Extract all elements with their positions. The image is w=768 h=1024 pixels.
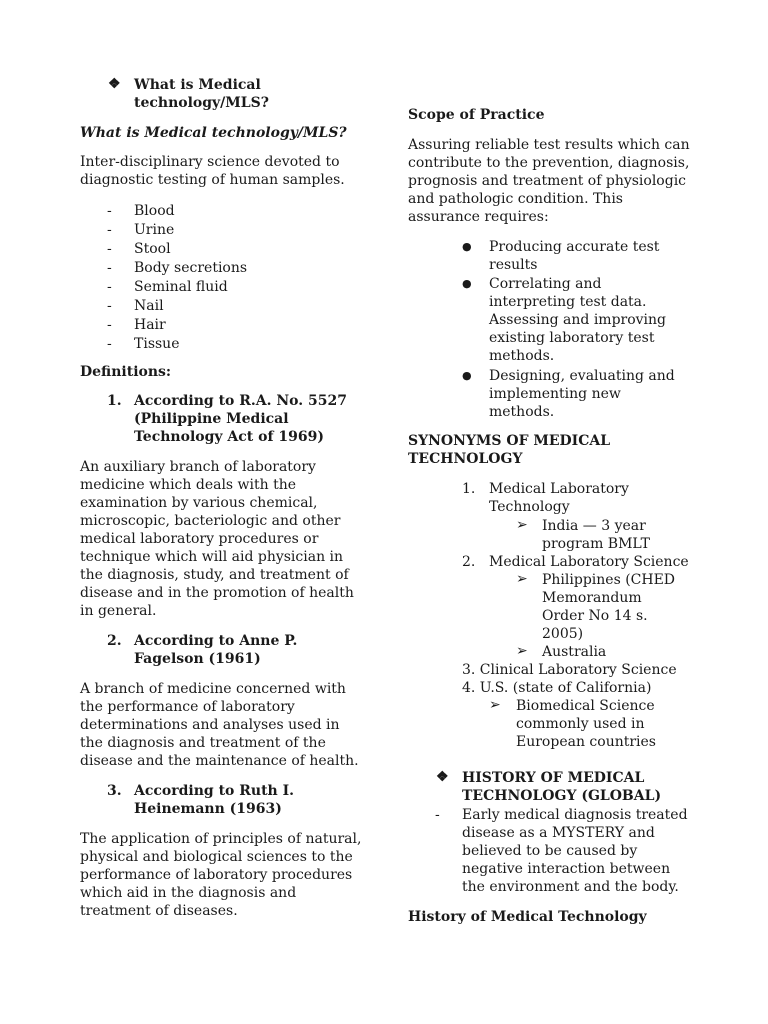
subheading: What is Medical technology/MLS? (80, 125, 347, 141)
dash-bullet-icon: - (107, 279, 112, 295)
list-item: Blood (134, 203, 175, 219)
list-item: Urine (134, 222, 175, 238)
definition-number: 2. (107, 633, 122, 649)
diamond-bullet-icon: ❖ (436, 769, 449, 785)
sub-list-item: Australia (542, 644, 607, 660)
list-item: Seminal fluid (134, 279, 228, 295)
history-heading: HISTORY OF MEDICAL TECHNOLOGY (GLOBAL) (462, 770, 662, 804)
bullet-icon: ● (462, 240, 472, 253)
arrow-bullet-icon: ➢ (489, 697, 501, 713)
dash-bullet-icon: - (107, 241, 112, 257)
list-item: Medical Laboratory Technology (489, 481, 629, 515)
scope-paragraph: Assuring reliable test results which can contribute to the prevention, diagnosis, prognosis and treatment of physiologic and pathologic condition. This assurance requires: (408, 137, 690, 225)
list-number: 2. (462, 554, 476, 570)
list-item: Designing, evaluating and implementing new methods. (489, 368, 675, 420)
list-item: Nail (134, 298, 164, 314)
list-item: Producing accurate test results (489, 239, 660, 273)
list-item: 3. Clinical Laboratory Science (462, 662, 677, 678)
definition-title: According to R.A. No. 5527 (Philippine Medical Technology Act of 1969) (134, 393, 347, 445)
dash-bullet-icon: - (107, 336, 112, 352)
section-heading: What is Medical technology/MLS? (134, 77, 269, 111)
list-item: 4. U.S. (state of California) (462, 680, 652, 696)
dash-bullet-icon: - (107, 203, 112, 219)
definition-body: The application of principles of natural, physical and biological sciences to the performance of laboratory procedures which aid in the diagnosis and treatment of diseases. (80, 831, 362, 919)
definition-number: 1. (107, 393, 122, 409)
definitions-label: Definitions: (80, 364, 172, 380)
list-item: Early medical diagnosis treated disease as a MYSTERY and believed to be caused by negative interaction between the environment and the body. (462, 807, 688, 895)
arrow-bullet-icon: ➢ (516, 517, 528, 533)
sub-list-item: Philippines (CHED Memorandum Order No 14 s. 2005) (542, 572, 676, 642)
definition-number: 3. (107, 783, 122, 799)
sub-list-item: India — 3 year program BMLT (542, 518, 650, 552)
synonyms-heading: SYNONYMS OF MEDICAL TECHNOLOGY (408, 433, 611, 467)
dash-bullet-icon: - (107, 260, 112, 276)
sub-list-item: Biomedical Science commonly used in European countries (516, 698, 656, 750)
definition-title: According to Anne P. Fagelson (1961) (134, 633, 298, 667)
list-item: Stool (134, 241, 171, 257)
diamond-bullet-icon: ❖ (108, 76, 121, 92)
scope-heading: Scope of Practice (408, 107, 545, 123)
arrow-bullet-icon: ➢ (516, 643, 528, 659)
arrow-bullet-icon: ➢ (516, 571, 528, 587)
list-item: Hair (134, 317, 166, 333)
list-item: Tissue (134, 336, 180, 352)
intro-paragraph: Inter-disciplinary science devoted to diagnostic testing of human samples. (80, 154, 345, 188)
list-item: Correlating and interpreting test data. Assessing and improving existing laboratory test methods. (489, 276, 667, 364)
list-item: Body secretions (134, 260, 248, 276)
dash-bullet-icon: - (107, 298, 112, 314)
dash-bullet-icon: - (107, 222, 112, 238)
dash-bullet-icon: - (435, 807, 440, 823)
dash-bullet-icon: - (107, 317, 112, 333)
history-title: History of Medical Technology (408, 909, 647, 925)
list-item: Medical Laboratory Science (489, 554, 689, 570)
definition-title: According to Ruth I. Heinemann (1963) (134, 783, 295, 817)
definition-body: A branch of medicine concerned with the performance of laboratory determinations and analyses used in the diagnosis and treatment of the disease and the maintenance of health. (80, 681, 359, 769)
definition-body: An auxiliary branch of laboratory medicine which deals with the examination by various chemical, microscopic, bacteriologic and other medical laboratory procedures or technique which will aid physician in the diagnosis, study, and treatment of disease and in the promotion of health in general. (80, 459, 354, 619)
bullet-icon: ● (462, 277, 472, 290)
bullet-icon: ● (462, 369, 472, 382)
list-number: 1. (462, 481, 476, 497)
